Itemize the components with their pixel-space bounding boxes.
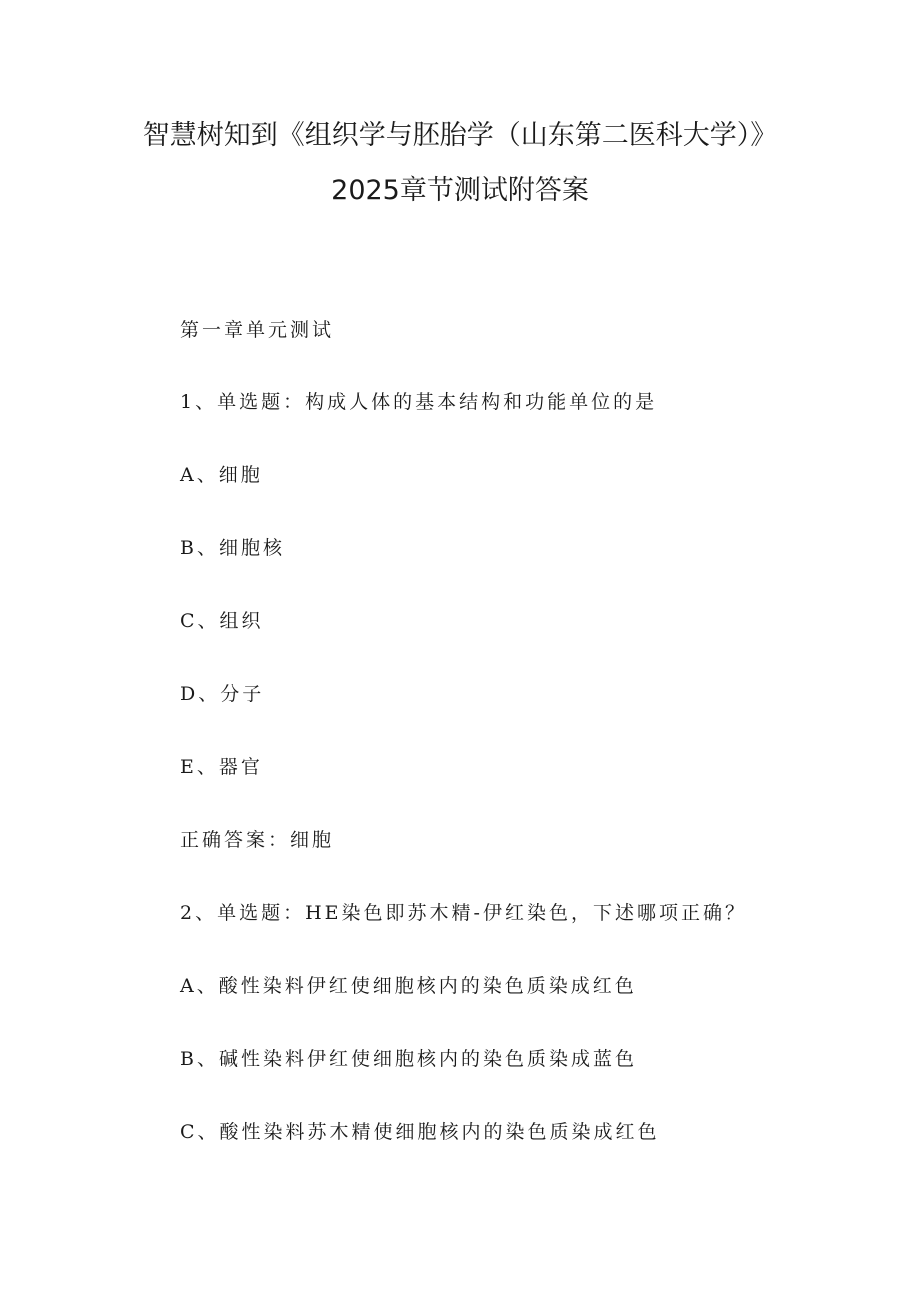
question-1: 1、单选题：构成人体的基本结构和功能单位的是 xyxy=(180,391,658,413)
chapter-heading: 第一章单元测试 xyxy=(180,319,335,341)
q1-option-d: D、分子 xyxy=(180,683,265,705)
q1-option-b: B、细胞核 xyxy=(180,537,285,559)
document-title-line-1: 智慧树知到《组织学与胚胎学（山东第二医科大学）》 xyxy=(142,120,778,151)
q2-option-b: B、碱性染料伊红使细胞核内的染色质染成蓝色 xyxy=(180,1048,637,1070)
document-title-line-2: 2025章节测试附答案 xyxy=(331,175,589,206)
q2-option-c: C、酸性染料苏木精使细胞核内的染色质染成红色 xyxy=(180,1121,660,1143)
q1-option-a: A、细胞 xyxy=(180,464,263,486)
q1-answer: 正确答案：细胞 xyxy=(180,829,335,851)
q1-option-c: C、组织 xyxy=(180,610,264,632)
q2-option-a: A、酸性染料伊红使细胞核内的染色质染成红色 xyxy=(180,975,637,997)
question-2: 2、单选题：HE染色即苏木精-伊红染色，下述哪项正确？ xyxy=(180,902,747,924)
q1-option-e: E、器官 xyxy=(180,756,263,778)
